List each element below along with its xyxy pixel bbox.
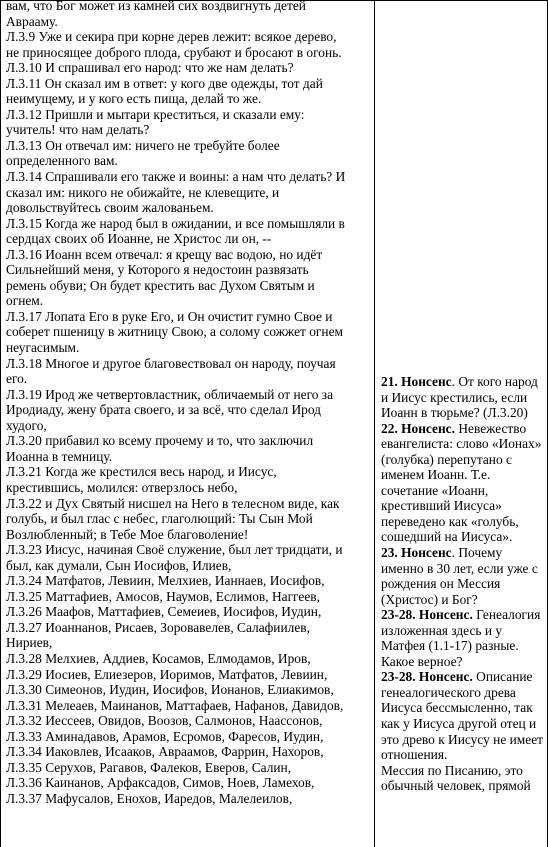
scripture-line: неугасимым. <box>6 340 80 356</box>
scripture-line: голубь, и был глас с небес, глаголющий: Ты Сын Мой <box>6 511 313 527</box>
commentary-note-text: Мессия по Писанию, это обычный человек, прямой <box>381 762 531 794</box>
commentary-note-text: Генеалогия изложенная здесь и у Матфея (1.1-17) разные. Какое верное? <box>381 607 541 669</box>
scripture-line: неимущему, и у кого есть пища, делай то же. <box>6 91 262 107</box>
scripture-line: Л.3.33 Аминадавов, Арамов, Есромов, Фаресов, Иудин, <box>6 728 324 744</box>
scripture-line: Возлюбленный; в Тебе Мое благоволение! <box>6 526 249 542</box>
scripture-line: Иродиаду, жену брата своего, и за всё, что сделал Ирод <box>6 402 321 418</box>
scripture-line: его. <box>6 371 28 387</box>
scripture-line: Л.3.15 Когда же народ был в ожидании, и все помышляли в <box>6 215 345 231</box>
scripture-line: довольствуйтесь своим жалованьем. <box>6 200 214 216</box>
scripture-line: Л.3.26 Маафов, Маттафиев, Семеиев, Иосифов, Иудин, <box>6 604 322 620</box>
scripture-line: Л.3.25 Маттафиев, Амосов, Наумов, Еслимов, Наггеев, <box>6 588 320 604</box>
scripture-line: Л.3.21 Когда же крестился весь народ, и Иисус, <box>6 464 277 480</box>
scripture-line: учитель! что нам делать? <box>6 122 150 138</box>
scripture-line: Л.3.13 Он отвечал им: ничего не требуйте более <box>6 137 280 153</box>
scripture-line: не приносящее доброго плода, срубают и бросают в огонь. <box>6 44 342 60</box>
commentary-note-heading: 22. Нонсенс. <box>381 420 455 436</box>
scripture-line: Сильнейший меня, у Которого я недостоин развязать <box>6 262 309 278</box>
commentary-note <box>381 763 545 794</box>
scripture-line: Иоанна в темницу. <box>6 448 113 464</box>
scripture-line: Л.3.24 Матфатов, Левиин, Мелхиев, Ианнаев, Иосифов, <box>6 573 325 589</box>
commentary-column <box>381 374 545 847</box>
table-left-border <box>0 0 1 847</box>
commentary-note-heading: 23-28. Нонсенс. <box>381 607 473 623</box>
scripture-line: крестившись, молился: отверзлось небо, <box>6 479 238 495</box>
scripture-text-column <box>6 0 372 847</box>
scripture-line: Л.3.23 Иисус, начиная Своё служение, был лет тридцати, и <box>6 542 343 558</box>
scripture-line: сердцах своих об Иоанне, не Христос ли он, -- <box>6 231 272 247</box>
scripture-line: Л.3.32 Иессеев, Овидов, Воозов, Салмонов, Наассонов, <box>6 713 323 729</box>
scripture-line: определенного вам. <box>6 153 118 169</box>
scripture-line: Л.3.17 Лопата Его в руке Его, и Он очистит гумно Свое и <box>6 308 333 324</box>
commentary-note <box>381 607 545 669</box>
scripture-line: Л.3.20 прибавил ко всему прочему и то, что заключил <box>6 433 314 449</box>
commentary-note-text: Невежество евангелиста: слово «Ионах» (голубка) перепутано с именем Иоанн. Т.е. сочетание «Иоанн, крестивший Иисуса» переведено как «голубь, сошедший на Иисуса». <box>381 420 542 545</box>
commentary-note-heading: 23. Нонсенс <box>381 545 452 561</box>
scripture-line: Л.3.27 Иоаннанов, Рисаев, Зоровавелев, Салафиилев, <box>6 619 310 635</box>
scripture-line: Л.3.9 Уже и секира при корне дерев лежит: всякое дерево, <box>6 29 337 45</box>
commentary-note-heading: 23-28. Нонсенс. <box>381 669 473 685</box>
scripture-line: худого, <box>6 417 47 433</box>
scripture-line: Л.3.14 Спрашивали его также и воины: а нам что делать? И <box>6 169 346 185</box>
scripture-line: Л.3.28 Мелхиев, Аддиев, Косамов, Елмодамов, Иров, <box>6 650 311 666</box>
scripture-line: Л.3.29 Иосиев, Елиезеров, Иоримов, Матфатов, Левиин, <box>6 666 328 682</box>
commentary-note <box>381 374 545 421</box>
scripture-line: сказал им: никого не обижайте, не клевещите, и <box>6 184 280 200</box>
scripture-line: Л.3.36 Каинанов, Арфаксадов, Симов, Ноев, Ламехов, <box>6 775 315 791</box>
scripture-line: был, как думали, Сын Иосифов, Илиев, <box>6 557 232 573</box>
commentary-note <box>381 669 545 762</box>
commentary-note-text: . Почему именно в 30 лет, если уже с рождения он Мессия (Христос) и Бог? <box>381 545 538 607</box>
commentary-note-text: Описание генеалогического древа Иисуса бессмысленно, так как у Иисуса другой отец и это древо к Иисусу не имеет отношения. <box>381 669 543 763</box>
scripture-line: Л.3.16 Иоанн всем отвечал: я крещу вас водою, но идёт <box>6 246 323 262</box>
commentary-note <box>381 421 545 545</box>
commentary-note <box>381 545 545 607</box>
commentary-note-text: . От кого народ и Иисус крестились, если Иоанн в тюрьме? (Л.3.20) <box>381 374 538 421</box>
scripture-line: Л.3.34 Иаковлев, Исааков, Авраамов, Фаррин, Нахоров, <box>6 744 324 760</box>
scripture-line: Л.3.35 Серухов, Рагавов, Фалеков, Еверов, Салин, <box>6 759 292 775</box>
scripture-line: Аврааму. <box>6 13 58 29</box>
scripture-line: ремень обуви; Он будет крестить вас Духом Святым и <box>6 277 315 293</box>
scripture-line: Л.3.31 Мелеаев, Маинанов, Маттафаев, Нафанов, Давидов, <box>6 697 344 713</box>
scripture-line: Л.3.19 Ирод же четвертовластник, обличаемый от него за <box>6 386 334 402</box>
scripture-line: Л.3.12 Пришли и мытари креститься, и сказали ему: <box>6 106 305 122</box>
scripture-line: Л.3.10 И спрашивал его народ: что же нам делать? <box>6 60 294 76</box>
commentary-note-heading: 21. Нонсенс <box>381 374 452 389</box>
scripture-line: вам, что Бог может из камней сих воздвигнуть детей <box>6 0 306 13</box>
scripture-line: Л.3.22 и Дух Святый нисшел на Него в телесном виде, как <box>6 495 340 511</box>
scripture-line: огнем. <box>6 293 44 309</box>
scripture-line: Л.3.18 Многое и другое благовествовал он народу, поучая <box>6 355 336 371</box>
scripture-line: Л.3.11 Он сказал им в ответ: у кого две одежды, тот дай <box>6 75 323 91</box>
scripture-line: соберет пшеницу в житницу Свою, а солому сожжет огнем <box>6 324 343 340</box>
scripture-line: Л.3.30 Симеонов, Иудин, Иосифов, Ионанов, Елиакимов, <box>6 682 334 698</box>
scripture-line: Нириев, <box>6 635 53 651</box>
scripture-line: Л.3.37 Мафусалов, Енохов, Иаредов, Малелеилов, <box>6 790 293 806</box>
table-column-divider <box>374 0 375 847</box>
